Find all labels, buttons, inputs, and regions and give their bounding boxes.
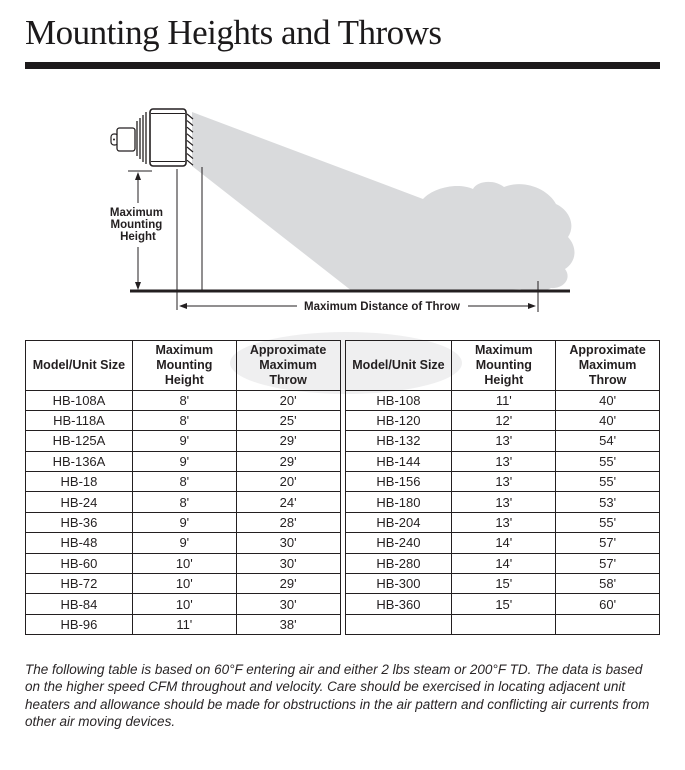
table-cell: HB-36 (26, 512, 133, 532)
table-row (345, 390, 660, 410)
table-cell: 57' (556, 533, 660, 553)
table-row (26, 451, 341, 471)
table-row (26, 492, 341, 512)
table-cell: 13' (452, 492, 556, 512)
table-row (345, 512, 660, 532)
table-cell: 29' (236, 431, 340, 451)
table-cell: 15' (452, 574, 556, 594)
table-cell: HB-125A (26, 431, 133, 451)
throw-distance-label: Maximum Distance of Throw (304, 300, 460, 313)
table-cell: HB-156 (345, 472, 452, 492)
table-cell: HB-108A (26, 390, 133, 410)
table-cell: HB-136A (26, 451, 133, 471)
arrow-right-icon (528, 303, 536, 309)
heater-throw-diagram (25, 79, 660, 334)
table-row (26, 472, 341, 492)
table-row (345, 553, 660, 573)
table-cell: 8' (132, 492, 236, 512)
table-cell: HB-108 (345, 390, 452, 410)
table-cell: 8' (132, 410, 236, 430)
column-header-model: Model/Unit Size (345, 340, 452, 390)
table-row (26, 431, 341, 451)
table-cell: 40' (556, 390, 660, 410)
table-cell: 30' (236, 533, 340, 553)
table-row (345, 472, 660, 492)
table-row (345, 431, 660, 451)
table-cell: HB-48 (26, 533, 133, 553)
table-cell: HB-18 (26, 472, 133, 492)
table-cell: 13' (452, 431, 556, 451)
table-row (345, 594, 660, 614)
table-cell: 60' (556, 594, 660, 614)
arrow-up-icon (135, 172, 141, 180)
unit-heater-icon (111, 109, 193, 166)
table-cell: HB-118A (26, 410, 133, 430)
table-cell: 9' (132, 431, 236, 451)
header-row (26, 340, 341, 390)
column-header-mounting-height: Maximum Mounting Height (452, 340, 556, 390)
table-cell: 11' (132, 614, 236, 634)
table-cell: 55' (556, 512, 660, 532)
table-cell: 30' (236, 594, 340, 614)
table-cell: HB-240 (345, 533, 452, 553)
table-row (26, 533, 341, 553)
table-cell: 12' (452, 410, 556, 430)
table-row (26, 614, 341, 634)
mounting-table-left (25, 340, 341, 636)
table-cell: HB-96 (26, 614, 133, 634)
table-row (26, 553, 341, 573)
table-cell: 15' (452, 594, 556, 614)
table-cell: 9' (132, 512, 236, 532)
table-cell: 13' (452, 512, 556, 532)
table-cell: HB-204 (345, 512, 452, 532)
table-row (345, 533, 660, 553)
arrow-left-icon (179, 303, 187, 309)
table-row (345, 574, 660, 594)
header-row (345, 340, 660, 390)
table-row (26, 390, 341, 410)
table-cell: 38' (236, 614, 340, 634)
table-cell: 28' (236, 512, 340, 532)
table-row (26, 410, 341, 430)
table-cell: 9' (132, 451, 236, 471)
table-row (345, 614, 660, 634)
table-cell: HB-60 (26, 553, 133, 573)
table-cell (556, 614, 660, 634)
table-cell: 58' (556, 574, 660, 594)
table-cell: 10' (132, 574, 236, 594)
table-row (26, 574, 341, 594)
arrow-down-icon (135, 282, 141, 290)
column-header-model: Model/Unit Size (26, 340, 133, 390)
table-cell: 13' (452, 451, 556, 471)
page-title: Mounting Heights and Throws (25, 13, 442, 52)
table-cell (452, 614, 556, 634)
table-cell: HB-120 (345, 410, 452, 430)
table-cell: 20' (236, 390, 340, 410)
mounting-tables (25, 340, 660, 636)
table-cell: 10' (132, 553, 236, 573)
table-cell (345, 614, 452, 634)
table-cell: 55' (556, 472, 660, 492)
table-cell: 57' (556, 553, 660, 573)
table-cell: HB-144 (345, 451, 452, 471)
table-cell: 24' (236, 492, 340, 512)
table-cell: 14' (452, 533, 556, 553)
mounting-height-label: Maximum Mounting Height (109, 206, 163, 243)
mounting-table-right (345, 340, 661, 636)
footnote-text: The following table is based on 60°F entering air and either 2 lbs steam or 200°F TD. The data is based on the higher speed CFM throughout and velocity. Care should be exercised in locating adjacent unit heaters and allowance should be made for obstructions in the air pattern and conflicting air currents from other air moving devices. (25, 662, 650, 729)
table-cell: 29' (236, 574, 340, 594)
table-cell: 40' (556, 410, 660, 430)
title-rule (25, 62, 660, 69)
table-cell: HB-300 (345, 574, 452, 594)
table-row (345, 451, 660, 471)
table-row (345, 410, 660, 430)
table-cell: 53' (556, 492, 660, 512)
table-cell: HB-180 (345, 492, 452, 512)
column-header-max-throw: Approximate Maximum Throw (236, 340, 340, 390)
table-cell: 10' (132, 594, 236, 614)
column-header-max-throw: Approximate Maximum Throw (556, 340, 660, 390)
table-row (26, 594, 341, 614)
table-cell: 29' (236, 451, 340, 471)
table-cell: HB-84 (26, 594, 133, 614)
table-cell: 20' (236, 472, 340, 492)
table-cell: 30' (236, 553, 340, 573)
table-cell: HB-280 (345, 553, 452, 573)
table-cell: 11' (452, 390, 556, 410)
mounting-diagram (25, 79, 660, 334)
table-cell: 55' (556, 451, 660, 471)
column-header-mounting-height: Maximum Mounting Height (132, 340, 236, 390)
table-cell: 9' (132, 533, 236, 553)
table-row (345, 492, 660, 512)
table-cell: HB-360 (345, 594, 452, 614)
table-row (26, 512, 341, 532)
table-cell: 25' (236, 410, 340, 430)
table-cell: HB-24 (26, 492, 133, 512)
table-cell: 8' (132, 472, 236, 492)
table-cell: HB-72 (26, 574, 133, 594)
table-cell: 54' (556, 431, 660, 451)
table-cell: 14' (452, 553, 556, 573)
mounting-tables-section (25, 340, 660, 636)
table-cell: 8' (132, 390, 236, 410)
air-throw-pattern (192, 112, 574, 292)
table-cell: 13' (452, 472, 556, 492)
table-cell: HB-132 (345, 431, 452, 451)
